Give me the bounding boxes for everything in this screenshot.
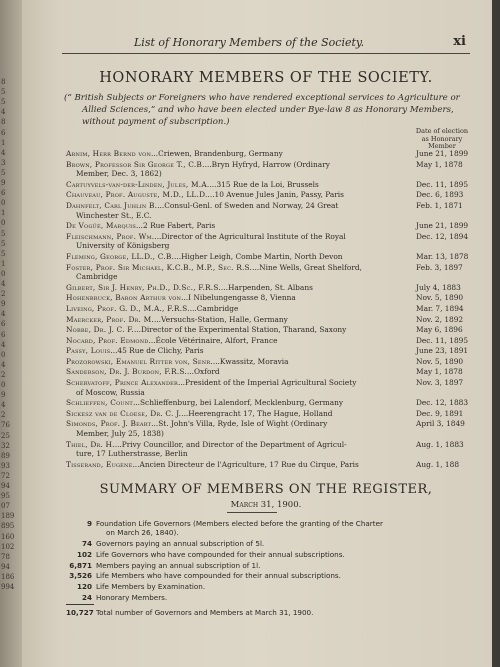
- member-entry: [66, 180, 472, 190]
- margin-number: 5: [1, 249, 6, 258]
- margin-number: 9: [1, 300, 6, 309]
- member-entry: [66, 398, 472, 408]
- margin-number: 72: [1, 471, 10, 480]
- running-header: [134, 36, 474, 50]
- margin-number: 6: [1, 128, 6, 137]
- election-date: July 4, 1883: [416, 282, 461, 292]
- margin-number: 1: [1, 209, 6, 218]
- member-name: Fleming, George, LL.D., C.B.: [66, 251, 175, 261]
- margin-number: 6: [1, 330, 6, 339]
- election-date: Dec. 12, 1894: [416, 231, 469, 241]
- member-entry: [66, 325, 472, 335]
- summary-text: Total number of Governors and Members at March 31, 1900.: [96, 608, 314, 618]
- member-entry: [66, 149, 472, 159]
- margin-number: 8: [1, 118, 6, 127]
- member-details: ...2 Rue Fabert, Paris: [135, 221, 216, 231]
- member-details: ...Bryn Hyfryd, Harrow (Ordinary: [204, 159, 330, 169]
- margin-number: 5: [1, 88, 6, 97]
- margin-number: 2: [1, 370, 6, 379]
- margin-number: 4: [1, 280, 6, 288]
- member-details: ...Criewen, Brandenburg, Germany: [151, 149, 283, 158]
- election-date: Aug. 1, 1883: [416, 439, 464, 449]
- member-entry: [66, 283, 472, 293]
- members-list: [66, 149, 472, 470]
- subtitle-line-1: (“ British Subjects or Foreigners who have rendered exceptional services to Agriculture or: [64, 93, 460, 103]
- subtitle-line-3: without payment of subscription.): [82, 117, 230, 127]
- member-details-continued: Winchester St., E.C.: [76, 210, 152, 220]
- summary-text: Life Governors who have compounded for their annual subscriptions.: [96, 549, 345, 559]
- member-name: Thiel, Dr. H.: [66, 439, 115, 449]
- member-details: ...Higher Leigh, Combe Martin, North Devon: [174, 251, 343, 261]
- date-header-line-1: Date of election: [415, 127, 469, 135]
- member-name: Schlieffen, Count: [66, 398, 133, 408]
- election-date: Feb. 1, 1871: [416, 200, 463, 210]
- member-details: ...Versuchs-Station, Halle, Germany: [153, 314, 288, 324]
- member-details: ...Heerengracht 17, The Hague, Holland: [181, 408, 333, 418]
- summary-row: [66, 561, 468, 570]
- margin-number: 9: [1, 179, 6, 187]
- member-name: Passy, Louis: [66, 346, 111, 356]
- election-date: Nov. 2, 1892: [416, 314, 464, 324]
- summary-count: 9: [86, 519, 92, 528]
- margin-number: 76: [1, 421, 10, 430]
- election-date: Dec. 6, 1893: [416, 190, 464, 200]
- member-details: ...I Nibelungengasse 8, Vienna: [181, 293, 296, 303]
- member-name: Schervatoff, Prince Alexander: [66, 378, 178, 388]
- member-entry: [66, 293, 472, 303]
- member-name: Liveing, Prof. G. D., M.A., F.R.S.: [66, 303, 190, 313]
- election-date: Feb. 3, 1897: [416, 262, 463, 272]
- summary-row: [66, 519, 468, 538]
- document-page: [22, 0, 492, 667]
- header-title: List of Honorary Members of the Society.: [134, 36, 365, 49]
- member-entry: [66, 201, 472, 220]
- member-details: ...St. John's Villa, Ryde, Isle of Wight (Ordinary: [151, 419, 328, 429]
- election-date: June 21, 1899: [416, 221, 469, 231]
- summary-count: 6,871: [69, 560, 92, 570]
- margin-number: 994: [1, 583, 15, 591]
- member-details: ...Kwassitz, Moravia: [212, 356, 289, 366]
- member-details: ...Harpenden, St. Albans: [220, 282, 313, 292]
- margin-number: 4: [1, 360, 6, 369]
- election-date: June 23, 1891: [416, 346, 469, 356]
- summary-title: SUMMARY OF MEMBERS ON THE REGISTER,: [99, 482, 433, 497]
- margin-number: 1: [1, 259, 6, 268]
- margin-number: 4: [1, 401, 6, 410]
- member-details: ...École Vétérinaire, Alfort, France: [148, 335, 278, 345]
- member-details: ...President of the Imperial Agricultural Society: [177, 378, 357, 388]
- margin-number: 0: [1, 199, 6, 208]
- margin-number: 1: [1, 138, 6, 147]
- margin-number: 102: [1, 542, 15, 551]
- margin-number: 5: [1, 239, 6, 248]
- member-name: Maercker, Prof. Dr. M.: [66, 314, 154, 324]
- election-date: Dec. 12, 1883: [416, 398, 469, 408]
- margin-number: 2: [1, 290, 6, 299]
- summary-text: Foundation Life Governors (Members elected before the granting of the Charter: [96, 519, 383, 528]
- member-entry: [66, 409, 472, 419]
- member-entry: [66, 419, 472, 438]
- summary-total: [66, 608, 468, 617]
- margin-number: 6: [1, 189, 6, 198]
- member-entry: [66, 460, 472, 470]
- summary-row: [66, 582, 468, 591]
- member-entry: [66, 378, 472, 397]
- member-entry: [66, 336, 472, 346]
- margin-number: 189: [1, 512, 15, 521]
- margin-number: 4: [1, 148, 6, 157]
- election-date: May 6, 1896: [416, 325, 463, 335]
- margin-number: 9: [1, 391, 6, 400]
- margin-number: 6: [1, 320, 6, 329]
- election-date: June 21, 1899: [416, 149, 469, 158]
- margin-number: 07: [1, 502, 10, 511]
- member-name: Tisserand, Eugène: [66, 459, 133, 469]
- margin-number: 93: [1, 461, 10, 470]
- summary-count: 74: [81, 539, 92, 549]
- member-name: Sickesz van de Cloese, Dr. C. J.: [66, 408, 182, 418]
- margin-number: 895: [1, 522, 15, 531]
- election-date: Dec. 11, 1895: [416, 179, 469, 189]
- summary-count: 120: [76, 582, 92, 592]
- member-details-continued: ture, 17 Lutherstrasse, Berlin: [76, 449, 188, 459]
- member-name: Arnim, Herr Bernd von: [66, 149, 152, 158]
- member-details: ...Consul-Genl. of Sweden and Norway, 24 Great: [157, 200, 339, 210]
- summary-row: [66, 571, 468, 580]
- margin-number: 3: [1, 158, 6, 167]
- margin-number: 0: [1, 381, 6, 389]
- summary-count: 10,727: [66, 608, 94, 618]
- member-details: ...Director of the Experimental Station, Tharand, Saxony: [133, 325, 347, 335]
- page-title: HONORARY MEMBERS OF THE SOCIETY.: [99, 70, 433, 86]
- margin-number: 25: [1, 431, 10, 440]
- subtitle-line-2: Allied Sciences,” and who have been elected under Bye-law 8 as Honorary Members,: [82, 105, 454, 115]
- member-details: ...10 Avenue Jules Janin, Passy, Paris: [207, 190, 344, 200]
- summary-rule: [227, 512, 277, 513]
- margin-number: 4: [1, 310, 6, 319]
- summary-text: Governors paying an annual subscription of 5l.: [96, 539, 265, 549]
- member-entry: [66, 160, 472, 179]
- margin-number: 4: [1, 108, 6, 117]
- margin-number: 4: [1, 340, 6, 349]
- member-entry: [66, 232, 472, 251]
- summary-count: 102: [76, 549, 92, 559]
- member-details: ...Nine Wells, Great Shelford,: [252, 262, 362, 272]
- date-column-header: [414, 128, 470, 151]
- election-date: Nov. 3, 1897: [416, 378, 464, 388]
- page-number: xi: [453, 34, 466, 49]
- member-details-continued: University of Königsberg: [76, 241, 170, 251]
- subtitle: [64, 92, 474, 128]
- member-details-continued: Cambridge: [76, 272, 118, 282]
- margin-number: 95: [1, 492, 10, 501]
- member-entry: [66, 221, 472, 231]
- member-entry: [66, 263, 472, 282]
- member-entry: [66, 190, 472, 200]
- member-name: Nobbe, Dr. J. C. F.: [66, 325, 134, 335]
- summary-count: 24: [81, 593, 92, 603]
- summary-text: Life Members who have compounded for their annual subscriptions.: [96, 571, 341, 581]
- member-name: Sanderson, Dr. J. Burdon, F.R.S.: [66, 367, 187, 377]
- member-name: Prozorowski, Emanuel Ritter von, Senr.: [66, 356, 213, 366]
- election-date: Mar. 7, 1894: [416, 303, 464, 313]
- election-date: Dec. 11, 1895: [416, 335, 469, 345]
- member-details: ...45 Rue de Clichy, Paris: [110, 346, 204, 356]
- member-details: ...Cambridge: [189, 303, 239, 313]
- election-date: Aug. 1, 188: [416, 459, 460, 469]
- election-date: Nov. 5, 1890: [416, 356, 464, 366]
- member-entry: [66, 367, 472, 377]
- margin-number: 0: [1, 269, 6, 278]
- member-name: Cartuyvels-van-der-Linden, Jules, M.A.: [66, 179, 210, 189]
- summary-date: March 31, 1900.: [230, 500, 302, 510]
- margin-number: 160: [1, 532, 15, 541]
- member-name: Gilbert, Sir J. Henry, Ph.D., D.Sc., F.R.S.: [66, 282, 221, 292]
- member-name: Simonds, Prof. J. Beart: [66, 419, 152, 429]
- member-details-continued: Member, Dec. 3, 1862): [76, 169, 162, 179]
- member-entry: [66, 304, 472, 314]
- date-header-line-2: as Honorary: [421, 134, 463, 143]
- member-entry: [66, 346, 472, 356]
- member-name: Fleischmann, Prof. Wm.: [66, 231, 155, 241]
- member-details: ...Oxford: [186, 367, 220, 377]
- margin-number: 5: [1, 229, 6, 238]
- member-entry: [66, 252, 472, 262]
- summary-row: [66, 593, 468, 602]
- member-name: Foster, Prof. Sir Michael, K.C.B., M.P., Sec. R.S.: [66, 262, 253, 272]
- margin-number: 2: [1, 411, 6, 420]
- margin-number: 186: [1, 572, 15, 581]
- total-rule: [66, 604, 94, 605]
- member-name: Brown, Professor Sir George T., C.B.: [66, 159, 205, 169]
- summary-count: 3,526: [69, 571, 92, 581]
- summary-row: [66, 539, 468, 548]
- member-entry: [66, 315, 472, 325]
- margin-number: 89: [1, 451, 10, 460]
- member-details-continued: of Moscow, Russia: [76, 387, 145, 397]
- margin-number: 94: [1, 482, 10, 490]
- summary-text: Honorary Members.: [96, 593, 168, 603]
- member-entry: [66, 440, 472, 459]
- member-details-continued: Member, July 25, 1838): [76, 429, 164, 439]
- margin-number: 32: [1, 441, 10, 450]
- member-name: De Vogüé, Marquis: [66, 221, 136, 231]
- summary-text: Life Members by Examination.: [96, 582, 206, 592]
- election-date: Mar. 13, 1878: [416, 251, 469, 261]
- summary-text: Members paying an annual subscription of 1l.: [96, 560, 261, 570]
- member-details: ...315 Rue de la Loi, Brussels: [209, 179, 319, 189]
- election-date: April 3, 1849: [416, 419, 465, 429]
- member-name: Chauveau, Prof. Auguste, M.D., LL.D.: [66, 190, 208, 200]
- member-name: Nocard, Prof. Edmond: [66, 335, 149, 345]
- header-rule: [62, 53, 470, 54]
- member-name: Dahnfelt, Carl Juhlin B.: [66, 200, 158, 210]
- election-date: Dec. 9, 1891: [416, 408, 464, 418]
- previous-page-edge: [0, 0, 24, 667]
- summary-list: [66, 519, 468, 619]
- member-details: ...Director of the Agricultural Institute of the Royal: [154, 231, 346, 241]
- margin-number: 94: [1, 562, 10, 571]
- election-date: Nov. 5, 1890: [416, 293, 464, 303]
- member-name: Hohenbruck, Baron Arthur von: [66, 293, 182, 303]
- member-details: ...Privy Councillor, and Director of the Department of Agricul-: [114, 439, 347, 449]
- margin-number: 8: [1, 78, 6, 86]
- date-header-line-3: Member: [428, 142, 456, 150]
- member-entry: [66, 357, 472, 367]
- summary-row: [66, 550, 468, 559]
- margin-number: 78: [1, 552, 10, 561]
- member-details: ...Schlieffenburg, bei Lalendorf, Mecklenburg, Germany: [132, 398, 344, 408]
- election-date: May 1, 1878: [416, 367, 463, 377]
- margin-number: 0: [1, 350, 6, 359]
- summary-text-continued: on March 26, 1840).: [106, 528, 179, 538]
- member-details: ...Ancien Directeur de l'Agriculture, 17 Rue du Cirque, Paris: [132, 459, 359, 469]
- margin-number: 5: [1, 98, 6, 107]
- election-date: May 1, 1878: [416, 159, 463, 169]
- margin-number: 5: [1, 168, 6, 177]
- margin-number: 0: [1, 219, 6, 228]
